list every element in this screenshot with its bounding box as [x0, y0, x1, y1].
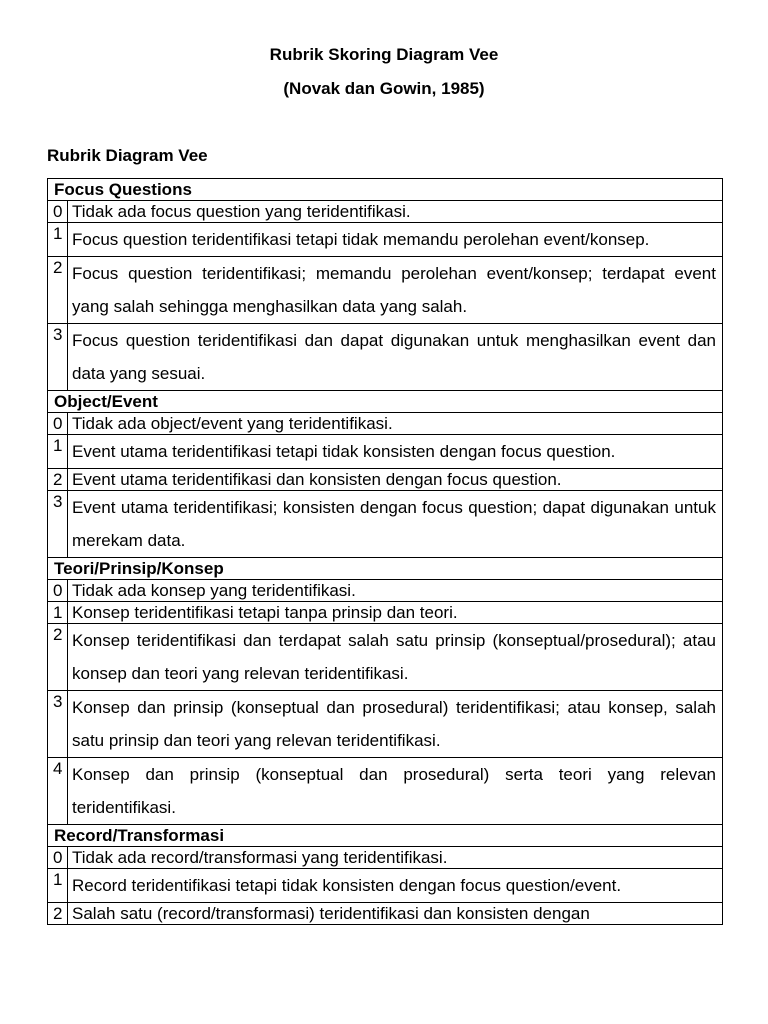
section-title: Rubrik Diagram Vee [47, 146, 208, 165]
rubric-row [48, 903, 723, 925]
criteria-cell: Focus question teridentifikasi dan dapat digunakan untuk menghasilkan event dan data yang sesuai. [68, 324, 723, 391]
score-cell: 0 [48, 580, 68, 602]
rubric-row [48, 491, 723, 558]
criteria-cell: Konsep dan prinsip (konseptual dan prosedural) teridentifikasi; atau konsep, salah satu prinsip dan teori yang relevan teridentifikasi. [68, 691, 723, 758]
criteria-cell: Event utama teridentifikasi dan konsisten dengan focus question. [68, 469, 723, 491]
criteria-cell: Tidak ada object/event yang teridentifikasi. [68, 413, 723, 435]
rubric-row [48, 435, 723, 469]
rubric-row [48, 201, 723, 223]
criteria-cell: Konsep teridentifikasi dan terdapat salah satu prinsip (konseptual/prosedural); atau konsep dan teori yang relevan teridentifikasi. [68, 624, 723, 691]
criteria-cell: Konsep dan prinsip (konseptual dan prosedural) serta teori yang relevan teridentifikasi. [68, 758, 723, 825]
score-cell: 1 [48, 435, 68, 469]
score-cell: 0 [48, 201, 68, 223]
score-cell: 2 [48, 903, 68, 925]
rubric-heading-object-event: Object/Event [48, 391, 723, 413]
rubric-row [48, 257, 723, 324]
criteria-cell: Salah satu (record/transformasi) teridentifikasi dan konsisten dengan [68, 903, 723, 925]
document-citation: (Novak dan Gowin, 1985) [283, 79, 485, 98]
rubric-heading-teori-prinsip-konsep: Teori/Prinsip/Konsep [48, 558, 723, 580]
rubric-table [47, 178, 723, 925]
score-cell: 1 [48, 223, 68, 257]
score-cell: 3 [48, 691, 68, 758]
rubric-row [48, 223, 723, 257]
rubric-row [48, 580, 723, 602]
rubric-heading-focus-questions: Focus Questions [48, 179, 723, 201]
score-cell: 0 [48, 847, 68, 869]
criteria-cell: Konsep teridentifikasi tetapi tanpa prinsip dan teori. [68, 602, 723, 624]
rubric-row [48, 869, 723, 903]
criteria-cell: Focus question teridentifikasi tetapi tidak memandu perolehan event/konsep. [68, 223, 723, 257]
criteria-cell: Tidak ada record/transformasi yang teridentifikasi. [68, 847, 723, 869]
rubric-heading-record-transformasi: Record/Transformasi [48, 825, 723, 847]
rubric-row [48, 413, 723, 435]
score-cell: 4 [48, 758, 68, 825]
criteria-cell: Focus question teridentifikasi; memandu perolehan event/konsep; terdapat event yang salah sehingga menghasilkan data yang salah. [68, 257, 723, 324]
rubric-row [48, 691, 723, 758]
criteria-cell: Record teridentifikasi tetapi tidak konsisten dengan focus question/event. [68, 869, 723, 903]
criteria-cell: Event utama teridentifikasi; konsisten dengan focus question; dapat digunakan untuk merekam data. [68, 491, 723, 558]
criteria-cell: Tidak ada konsep yang teridentifikasi. [68, 580, 723, 602]
score-cell: 1 [48, 602, 68, 624]
rubric-row [48, 624, 723, 691]
rubric-row [48, 469, 723, 491]
score-cell: 2 [48, 624, 68, 691]
score-cell: 1 [48, 869, 68, 903]
score-cell: 2 [48, 257, 68, 324]
rubric-row [48, 847, 723, 869]
criteria-cell: Event utama teridentifikasi tetapi tidak konsisten dengan focus question. [68, 435, 723, 469]
score-cell: 3 [48, 491, 68, 558]
score-cell: 3 [48, 324, 68, 391]
rubric-row [48, 602, 723, 624]
document-title: Rubrik Skoring Diagram Vee [269, 45, 499, 64]
rubric-row [48, 324, 723, 391]
criteria-cell: Tidak ada focus question yang teridentifikasi. [68, 201, 723, 223]
score-cell: 2 [48, 469, 68, 491]
score-cell: 0 [48, 413, 68, 435]
rubric-row [48, 758, 723, 825]
